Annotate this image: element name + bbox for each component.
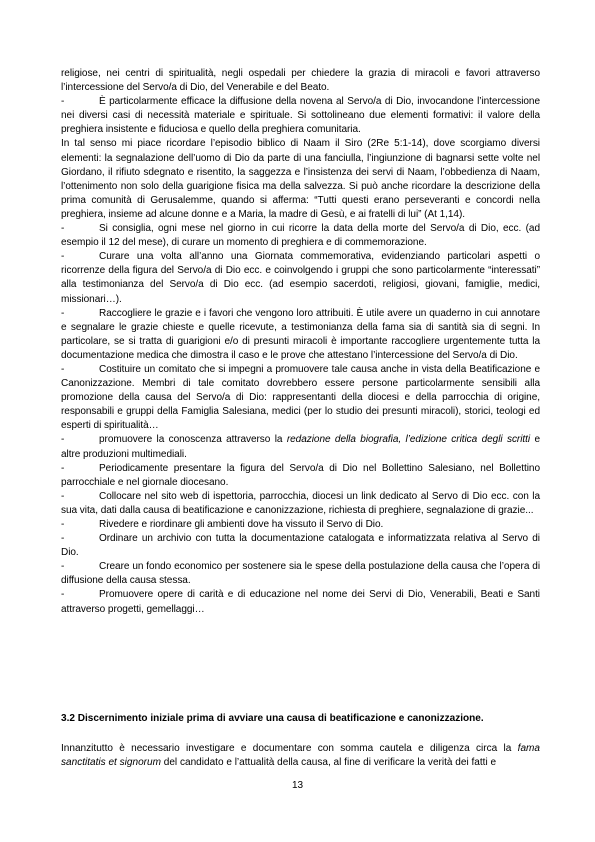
list-item-text: Costituire un comitato che si impegni a promuovere tale causa anche in vista della Beatificazione e Canonizzazione. Membri di tale comitato dovrebbero essere persone particolarmente sensibili alla promozione della causa del Servo/a di Dio: rappresentanti della diocesi e della parrocchia di origine, responsabili e gruppi della Famiglia Salesiana, medici (per lo studio dei presunti miracoli), storici, teologi ed esperti di spiritualità…: [61, 363, 540, 432]
list-item: [61, 363, 540, 433]
list-item: [61, 462, 540, 490]
list-item-text: Periodicamente presentare la figura del Servo/a di Dio nel Bollettino Salesiano, nel Bollettino parrocchiale e nel giornale diocesano.: [61, 462, 540, 488]
paragraph: religiose, nei centri di spiritualità, negli ospedali per chiedere la grazia di miracoli e favori attraverso l’intercessione del Servo/a di Dio, del Venerabile e del Beato.: [61, 68, 540, 94]
list-item: [61, 307, 540, 363]
list-item: [61, 490, 540, 518]
bullet-dash: -: [61, 307, 65, 319]
list-item: [61, 518, 540, 532]
bullet-dash: -: [61, 223, 65, 235]
list-item-text: Creare un fondo economico per sostenere sia le spese della postulazione della causa che l’opera di diffusione della causa stessa.: [61, 561, 540, 587]
page-number: 13: [291, 780, 304, 791]
list-item-text: Ordinare un archivio con tutta la documentazione catalogata e informatizzata relativa al Servo di Dio.: [61, 533, 540, 559]
list-item-text: Rivedere e riordinare gli ambienti dove ha vissuto il Servo di Dio.: [99, 519, 384, 530]
body-text: [61, 67, 540, 617]
paragraph: In tal senso mi piace ricordare l’episodio biblico di Naam il Siro (2Re 5:1-14), dove scorgiamo diversi elementi: la segnalazione dell’uomo di Dio da parte di una fanciulla, l’ingiunzione di bagnarsi sette volte nel Giordano, il rifiuto sdegnato e risentito, la saggezza e l’insistenza dei servi di Naam, l’obbedienza di Naam, l’ottenimento non solo della guarigione fisica ma della salvezza. Si può anche ricordare la descrizione della prima comunità di Gerusalemme, quando si afferma: “Tutti questi erano perseveranti e concordi nella preghiera, insieme ad alcune donne e a Maria, la madre di Gesù, e ai fratelli di lui” (At 1,14).: [61, 138, 540, 220]
bullet-dash: -: [61, 589, 65, 601]
section-intro: [61, 742, 540, 770]
list-item-text: Curare una volta all’anno una Giornata commemorativa, evidenziando particolari aspetti o ricorrenze della figura del Servo/a di Dio ecc. e coinvolgendo i gruppi che sono particolarmente “interessati” alla testimonianza del Servo/a di Dio ecc. (ad esempio sacerdoti, religiosi, giovani, famiglie, medici, missionari…).: [61, 251, 540, 305]
bullet-dash: -: [61, 96, 65, 108]
list-item-text: e altre produzioni multimediali.: [61, 434, 540, 460]
bullet-dash: -: [61, 251, 65, 263]
bullet-dash: -: [61, 533, 65, 545]
italic-text: fama sanctitatis et signorum: [61, 743, 540, 769]
intro-text: Innanzitutto è necessario investigare e documentare con somma cautela e diligenza circa la: [61, 743, 518, 754]
list-item-text: Raccogliere le grazie e i favori che vengono loro attribuiti. È utile avere un quaderno in cui annotare e segnalare le grazie chieste e quelle ricevute, a testimonianza della fama sia di santità sia di segni. In particolare, se si tratta di guarigioni e/o di presunti miracoli è importante raccogliere urgentemente tutta la documentazione medica che dimostra il caso e le prove che attestano l’intercessione del Servo/a di Dio.: [61, 307, 540, 361]
list-item-text: promuovere la conoscenza attraverso la: [99, 434, 287, 446]
list-item: [61, 222, 540, 250]
list-item-text: Promuovere opere di carità e di educazione nel nome dei Servi di Dio, Venerabili, Beati e Santi attraverso progetti, gemellaggi…: [61, 589, 540, 615]
bullet-dash: -: [61, 519, 65, 530]
list-item-text: Collocare nel sito web di ispettoria, parrocchia, diocesi un link dedicato al Servo di Dio ecc. con la sua vita, dati dalla causa di beatificazione e canonizzazione, richiesta di preghiere, segnalazione di grazie...: [61, 490, 540, 516]
italic-text: redazione della biografia, l’edizione critica degli scritti: [286, 434, 531, 446]
bullet-dash: -: [61, 363, 65, 375]
bullet-dash: -: [61, 490, 65, 502]
list-item: [61, 532, 540, 560]
list-item-text: Si consiglia, ogni mese nel giorno in cui ricorre la data della morte del Servo/a di Dio, ecc. (ad esempio il 12 del mese), di curare un momento di preghiera e di commemorazione.: [61, 223, 540, 249]
list-item: [61, 588, 540, 616]
list-item: [61, 560, 540, 588]
list-item: [61, 250, 540, 306]
list-item-text: È particolarmente efficace la diffusione della novena al Servo/a di Dio, invocandone l’intercessione nei diversi casi di necessità materiale e spirituale. Si sottolineano due elementi formativi: il valore della preghiera insistente e fiduciosa e quello della preghiera comunitaria.: [61, 96, 540, 136]
list-item: [61, 95, 540, 137]
bullet-dash: -: [61, 434, 65, 446]
bullet-dash: -: [61, 462, 65, 474]
list-item: [61, 433, 540, 461]
section-heading: 3.2 Discernimento iniziale prima di avviare una causa di beatificazione e canonizzazione.: [61, 713, 484, 724]
intro-text: del candidato e l’attualità della causa, al fine di verificare la verità dei fatti e: [160, 757, 497, 769]
bullet-dash: -: [61, 561, 65, 573]
